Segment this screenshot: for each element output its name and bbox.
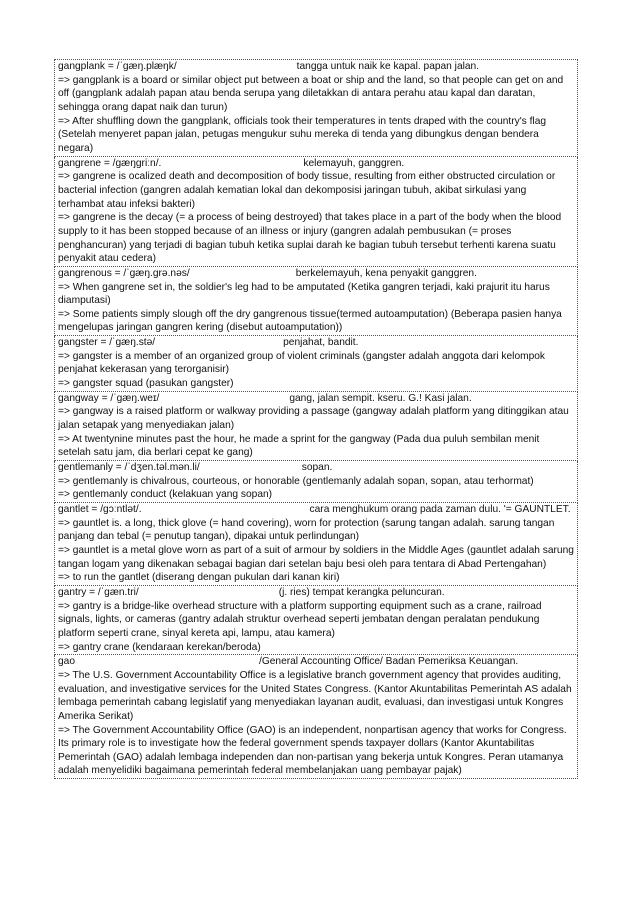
translation-gloss: sopan. [301, 462, 333, 474]
example-sentence: => to run the gantlet (diserang dengan pukulan dari kanan kiri) [58, 572, 340, 584]
headword-pronunciation: gangplank = /ˈɡæŋ.plæŋk/ [58, 61, 177, 72]
example-sentence: => At twentynine minutes past the hour, he made a sprint for the gangway (Pada dua puluh sembilan menit setelah satu jam, dia berlari cepat ke gang) [58, 433, 540, 459]
dictionary-entry [54, 59, 578, 157]
example-sentence: => gangway is a raised platform or walkway providing a passage (gangway adalah platform yang ditinggikan atau jalan setapak yang menyediakan jalan) [58, 406, 569, 432]
translation-gloss: cara menghukum orang pada zaman dulu. '= GAUNTLET. [309, 504, 571, 515]
example-sentence: => gentlemanly conduct (kelakuan yang sopan) [58, 489, 273, 501]
headword-pronunciation: gangrenous = /ˈɡæŋ.ɡrə.nəs/ [58, 267, 190, 279]
example-sentence: => gangrene is the decay (= a process of being destroyed) that takes place in a part of the body when the blood supply to it has been stopped because of an illness or injury (gangren adalah pembusukan (= proses penghancuran) yang terjadi di bagian tubuh ketika suplai darah ke bagian tubuh tersebut terhenti karena suatu penyakit atau cedera) [58, 212, 562, 265]
dictionary-entry [54, 336, 578, 392]
dictionary-entry [54, 503, 578, 586]
headword-pronunciation: gangster = /ˈɡæŋ.stə/ [58, 337, 156, 349]
entry-headline [58, 655, 575, 669]
translation-gloss: tangga untuk naik ke kapal. papan jalan. [296, 61, 480, 72]
entry-headline [58, 586, 575, 600]
translation-gloss: kelemayuh, ganggren. [303, 157, 405, 169]
example-sentence: => The Government Accountability Office (GAO) is an independent, nonpartisan agency that works for Congress. Its primary role is to investigate how the federal government spends taxpayer dollars (Kantor Akuntabilitas Pemerintah (GAO) adalah lembaga independen dan non-partisan yang bekerja untuk Kongres. Peran utamanya adalah menyelidiki bagaimana pemerintah federal membelanjakan uang pembayar pajak) [58, 724, 567, 777]
entry-headline [58, 461, 575, 475]
translation-gloss: berkelemayuh, kena penyakit ganggren. [295, 267, 477, 279]
example-sentence: => After shuffling down the gangplank, officials took their temperatures in tents draped with the country's flag (Setelah menyeret papan jalan, petugas mengukur suhu mereka di tenda yang dibungkus dengan bendera negara) [58, 115, 547, 154]
example-sentence: => The U.S. Government Accountability Office is a legislative branch government agency that provides auditing, evaluation, and investigative services for the United States Congress. (Kantor Akuntabilitas Pemerintah AS adalah lembaga pemerintah cabang legislatif yang menyediakan layanan audit, evaluasi, dan investigasi untuk Kongres Amerika Serikat) [58, 669, 572, 722]
example-sentence: => gangrene is ocalized death and decomposition of body tissue, resulting from either obstructed circulation or bacterial infection (gangren adalah kematian lokal dan dekomposisi jaringan tubuh, akibat sirkulasi yang terhambat atau infeksi bakteri) [58, 171, 556, 210]
example-sentence: => gangplank is a board or similar object put between a boat or ship and the land, so that people can get on and off (gangplank adalah papan atau benda serupa yang diletakkan di antara perahu atau kapal dan daratan, sehingga orang dapat naik dan turun) [58, 74, 564, 113]
dictionary-page [54, 59, 578, 779]
headword-pronunciation: gao [58, 656, 75, 668]
translation-gloss: penjahat, bandit. [283, 337, 359, 349]
example-sentence: => gentlemanly is chivalrous, courteous, or honorable (gentlemanly adalah sopan, sopan, atau terhormat) [58, 475, 534, 487]
headword-pronunciation: gantlet = /ɡɔːntlət/. [58, 504, 142, 515]
example-sentence: => gangster is a member of an organized group of violent criminals (gangster adalah anggota dari kelompok penjahat kekerasan yang terorganisir) [58, 350, 546, 376]
dictionary-entry [54, 267, 578, 336]
entry-headline [58, 392, 575, 406]
example-sentence: => When gangrene set in, the soldier's leg had to be amputated (Ketika gangren terjadi, kaki prajurit itu harus diamputasi) [58, 281, 550, 307]
example-sentence: => gangster squad (pasukan gangster) [58, 378, 234, 390]
entry-headline [58, 60, 575, 74]
translation-gloss: /General Accounting Office/ Badan Pemeriksa Keuangan. [259, 656, 519, 668]
entry-headline [58, 503, 575, 517]
dictionary-entry [54, 655, 578, 779]
dictionary-entry [54, 392, 578, 461]
headword-pronunciation: gangrene = /ɡæŋɡriːn/. [58, 157, 162, 169]
example-sentence: => gauntlet is. a long, thick glove (= hand covering), worn for protection (sarung tangan adalah. sarung tangan panjang dan tebal (= penutup tangan), dipakai untuk perlindungan) [58, 517, 555, 543]
example-sentence: => gantry crane (kendaraan kerekan/beroda) [58, 641, 261, 653]
entry-headline [58, 267, 575, 281]
headword-pronunciation: gentlemanly = /ˈdʒen.təl.mən.li/ [58, 462, 200, 474]
translation-gloss: gang, jalan sempit. kseru. G.! Kasi jalan. [289, 392, 472, 404]
example-sentence: => Some patients simply slough off the dry gangrenous tissue(termed autoamputation) (Beberapa pasien hanya mengelupas jaringan gangren kering (disebut autoamputation)) [58, 308, 562, 334]
entry-headline [58, 157, 575, 171]
dictionary-entry [54, 157, 578, 267]
headword-pronunciation: gantry = /ˈɡæn.tri/ [58, 586, 139, 598]
entry-headline [58, 336, 575, 350]
example-sentence: => gauntlet is a metal glove worn as part of a suit of armour by soldiers in the Middle Ages (gauntlet adalah sarung tangan logam yang dikenakan sebagai bagian dari setelan baju besi oleh para tentara di Abad Pertengahan) [58, 544, 574, 570]
dictionary-entry [54, 461, 578, 503]
dictionary-entry [54, 586, 578, 655]
example-sentence: => gantry is a bridge-like overhead structure with a platform supporting equipment such as a crane, railroad signals, lights, or cameras (gantry adalah struktur overhead seperti jembatan dengan peralatan pendukung platform seperti crane, sinyal kereta api, lampu, atau kamera) [58, 600, 542, 639]
headword-pronunciation: gangway = /ˈɡæŋ.weɪ/ [58, 392, 160, 404]
translation-gloss: (j. ries) tempat kerangka peluncuran. [278, 586, 445, 598]
